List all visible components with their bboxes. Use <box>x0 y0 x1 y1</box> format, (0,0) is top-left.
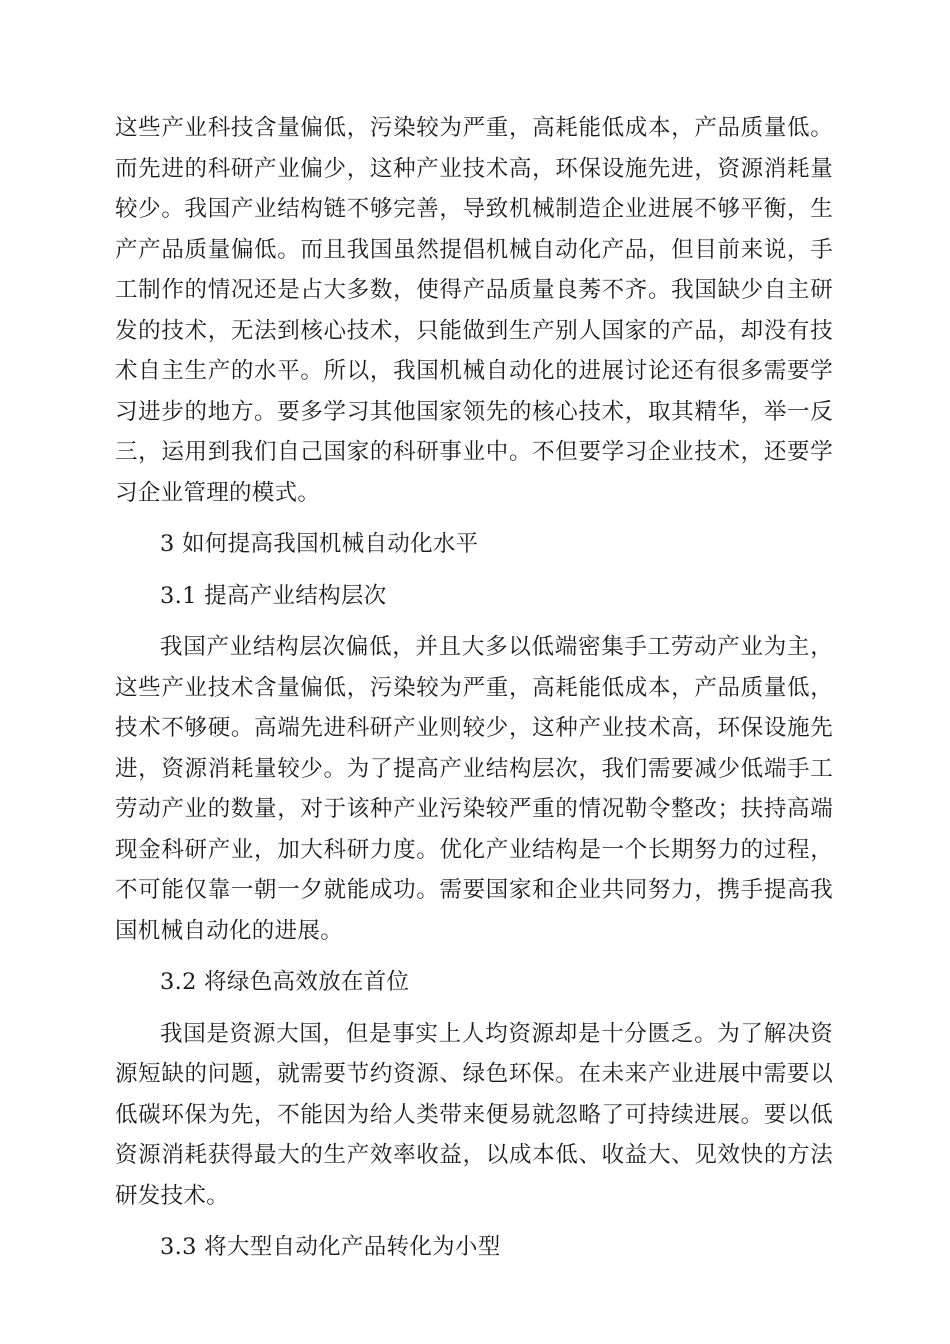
subsection-heading-3-1: 3.1 提高产业结构层次 <box>160 582 387 609</box>
body-paragraph-green-efficiency: 我国是资源大国，但是事实上人均资源却是十分匮乏。为了解决资源短缺的问题，就需要节约资源、绿色环保。在未来产业进展中需要以低碳环保为先，不能因为给人类带来便易就忽略了可持续进展。要以低资源消耗获得最大的生产效率收益，以成本低、收益大、见效快的方法研发技术。 <box>115 1020 833 1209</box>
subsection-heading-3-3: 3.3 将大型自动化产品转化为小型 <box>160 1234 501 1260</box>
document-body <box>115 108 833 1268</box>
subsection-heading-3-2: 3.2 将绿色高效放在首位 <box>160 969 410 995</box>
body-paragraph-industry-structure: 我国产业结构层次偏低，并且大多以低端密集手工劳动产业为主，这些产业技术含量偏低，污染较为严重，高耗能低成本，产品质量低，技术不够硬。高端先进科研产业则较少，这种产业技术高，环保设施先进，资源消耗量较少。为了提高产业结构层次，我们需要减少低端手工劳动产业的数量，对于该种产业污染较严重的情况勒令整改；扶持高端现金科研产业，加大科研力度。优化产业结构是一个长期努力的过程，不可能仅靠一朝一夕就能成功。需要国家和企业共同努力，携手提高我国机械自动化的进展。 <box>115 634 833 944</box>
section-heading-3: 3 如何提高我国机械自动化水平 <box>160 531 479 557</box>
body-paragraph-continuation: 这些产业科技含量偏低，污染较为严重，高耗能低成本，产品质量低。而先进的科研产业偏少，这种产业技术高，环保设施先进，资源消耗量较少。我国产业结构链不够完善，导致机械制造企业进展不够平衡，生产产品质量偏低。而且我国虽然提倡机械自动化产品，但目前来说，手工制作的情况还是占大多数，使得产品质量良莠不齐。我国缺少自主研发的技术，无法到核心技术，只能做到生产别人国家的产品，却没有技术自主生产的水平。所以，我国机械自动化的进展讨论还有很多需要学习进步的地方。要多学习其他国家领先的核心技术，取其精华，举一反三，运用到我们自己国家的科研事业中。不但要学习企业技术，还要学习企业管理的模式。 <box>115 115 833 506</box>
